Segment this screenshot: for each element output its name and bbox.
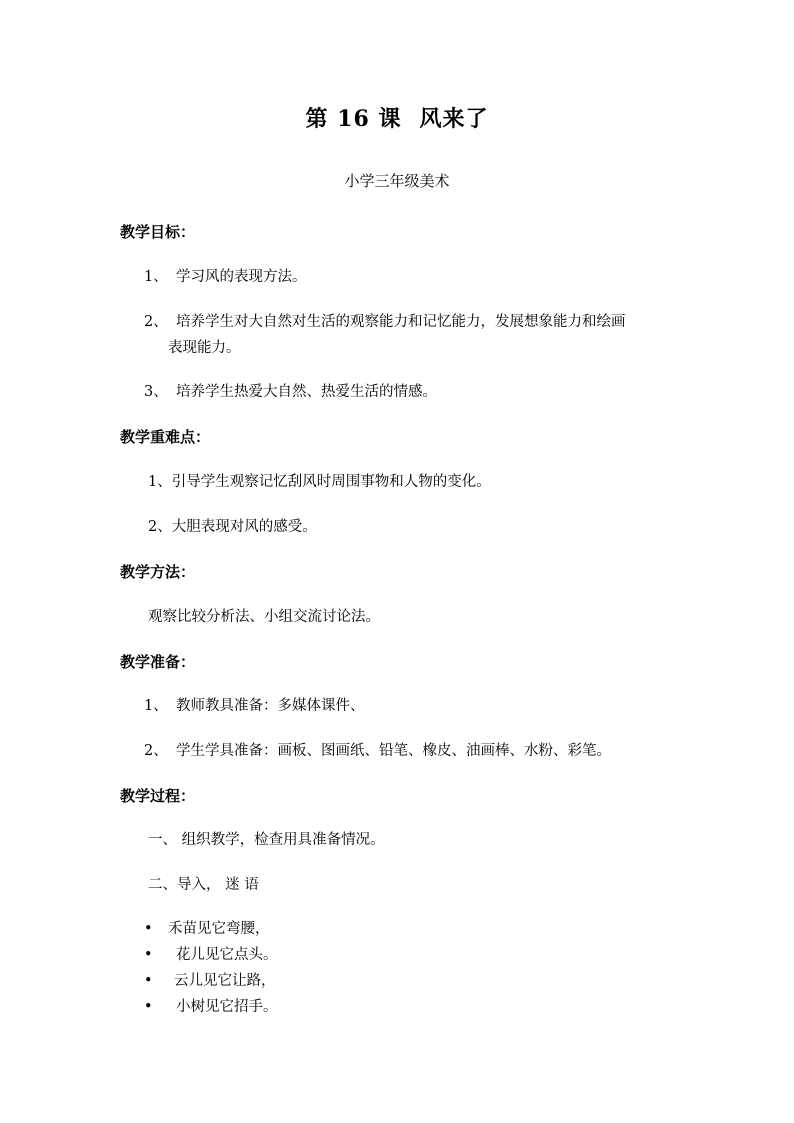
riddle-line-4 xyxy=(144,997,278,1017)
objective-item-3 xyxy=(144,382,437,402)
objective-item-2 xyxy=(144,312,626,332)
objective-item-2-num: 2、 xyxy=(144,314,168,330)
preparation-item-1 xyxy=(144,696,365,716)
page-title xyxy=(0,102,794,133)
objectives-heading: 教学目标： xyxy=(120,223,196,241)
title-lesson-number: 第 16 课 xyxy=(305,106,402,132)
bullet-icon: • xyxy=(144,921,153,937)
riddle-line-2 xyxy=(144,945,278,965)
objective-item-1-text: 学习风的表现方法。 xyxy=(176,269,307,285)
preparation-item-1-num: 1、 xyxy=(144,698,168,714)
riddle-line-1-text: 禾苗见它弯腰， xyxy=(168,921,270,937)
key-point-item-2: 2、大胆表现对风的感受。 xyxy=(148,519,317,535)
bullet-icon: • xyxy=(144,947,153,963)
process-step-1: 一、 组织教学，检查用具准备情况。 xyxy=(148,832,385,848)
objective-item-3-text: 培养学生热爱大自然、热爱生活的情感。 xyxy=(176,384,437,400)
riddle-line-1 xyxy=(144,919,270,939)
objective-item-2-continuation: 表现能力。 xyxy=(168,340,241,356)
riddle-line-4-text: 小树见它招手。 xyxy=(176,999,278,1015)
key-point-item-1: 1、引导学生观察记忆刮风时周围事物和人物的变化。 xyxy=(148,474,491,490)
riddle-line-2-text: 花儿见它点头。 xyxy=(176,947,278,963)
methods-heading: 教学方法： xyxy=(120,563,196,581)
page-subtitle: 小学三年级美术 xyxy=(344,172,450,190)
objective-item-1 xyxy=(144,267,307,287)
bullet-icon: • xyxy=(144,973,153,989)
preparation-item-2-text: 学生学具准备：画板、图画纸、铅笔、橡皮、油画棒、水粉、彩笔。 xyxy=(176,743,611,759)
riddle-line-3-text: 云儿见它让路， xyxy=(174,973,276,989)
bullet-icon: • xyxy=(144,999,153,1015)
preparation-item-1-text: 教师教具准备：多媒体课件、 xyxy=(176,698,365,714)
preparation-item-2-num: 2、 xyxy=(144,743,168,759)
key-points-heading: 教学重难点： xyxy=(120,428,211,446)
preparation-item-2 xyxy=(144,741,611,761)
objective-item-1-num: 1、 xyxy=(144,269,168,285)
riddle-line-3 xyxy=(144,971,276,991)
process-heading: 教学过程： xyxy=(120,787,196,805)
objective-item-3-num: 3、 xyxy=(144,384,168,400)
objective-item-2-text: 培养学生对大自然对生活的观察能力和记忆能力，发展想象能力和绘画 xyxy=(176,314,626,330)
title-lesson-name: 风来了 xyxy=(419,106,489,132)
preparation-heading: 教学准备： xyxy=(120,653,196,671)
methods-text: 观察比较分析法、小组交流讨论法。 xyxy=(148,609,380,625)
process-step-2: 二、导入， 迷 语 xyxy=(148,877,259,893)
